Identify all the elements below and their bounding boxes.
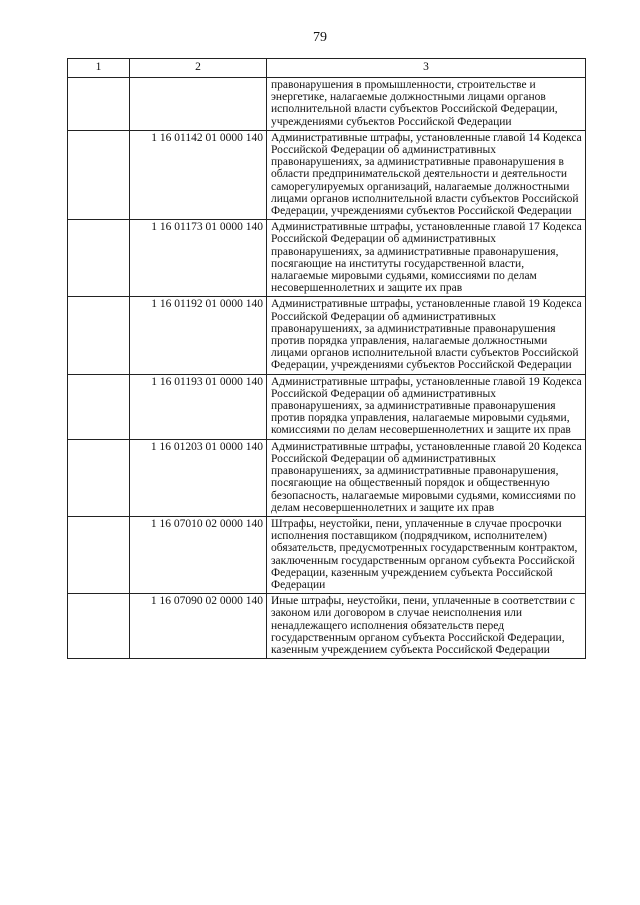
row-index-cell (68, 297, 130, 374)
budget-code-cell: 1 16 01142 01 0000 140 (130, 130, 267, 219)
table-row (68, 374, 586, 439)
table-row (68, 594, 586, 659)
description-cell: Административные штрафы, установленные главой 14 Кодекса Российской Федерации об административных правонарушениях, за административные правонарушения в области предпринимательской деятельности и деятельности саморегулируемых организаций, налагаемые должностными лицами органов исполнительной власти субъектов Российской Федерации, учреждениями субъектов Российской Федерации (267, 130, 586, 219)
table-row (68, 297, 586, 374)
budget-code-cell (130, 78, 267, 131)
description-cell: Административные штрафы, установленные главой 17 Кодекса Российской Федерации об административных правонарушениях, за административные правонарушения, посягающие на институты государственной власти, налагаемые мировыми судьями, комиссиями по делам несовершеннолетних и защите их прав (267, 220, 586, 297)
description-cell: Административные штрафы, установленные главой 19 Кодекса Российской Федерации об административных правонарушениях, за административные правонарушения против порядка управления, налагаемые мировыми судьями, комиссиями по делам несовершеннолетних и защите их прав (267, 374, 586, 439)
budget-code-cell: 1 16 01193 01 0000 140 (130, 374, 267, 439)
row-index-cell (68, 516, 130, 593)
row-index-cell (68, 594, 130, 659)
description-cell: Иные штрафы, неустойки, пени, уплаченные в соответствии с законом или договором в случае неисполнения или ненадлежащего исполнения обязательств перед государственным органом субъекта Российской Федерации, казенным учреждением субъекта Российской Федерации (267, 594, 586, 659)
budget-code-cell: 1 16 01203 01 0000 140 (130, 439, 267, 516)
row-index-cell (68, 439, 130, 516)
budget-code-cell: 1 16 07010 02 0000 140 (130, 516, 267, 593)
description-cell: правонарушения в промышленности, строительстве и энергетике, налагаемые должностными лицами органов исполнительной власти субъектов Российской Федерации, учреждениями субъектов Российской Федерации (267, 78, 586, 131)
table-row (68, 516, 586, 593)
budget-code-cell: 1 16 01173 01 0000 140 (130, 220, 267, 297)
description-cell: Административные штрафы, установленные главой 19 Кодекса Российской Федерации об административных правонарушениях, за административные правонарушения против порядка управления, налагаемые должностными лицами органов исполнительной власти субъектов Российской Федерации, учреждениями субъектов Российской Федерации (267, 297, 586, 374)
row-index-cell (68, 130, 130, 219)
column-header-3: 3 (267, 59, 586, 78)
row-index-cell (68, 78, 130, 131)
table-row (68, 130, 586, 219)
column-header-2: 2 (130, 59, 267, 78)
budget-code-cell: 1 16 01192 01 0000 140 (130, 297, 267, 374)
budget-codes-table (67, 58, 586, 659)
description-cell: Штрафы, неустойки, пени, уплаченные в случае просрочки исполнения поставщиком (подрядчиком, исполнителем) обязательств, предусмотренных государственным контрактом, заключенным государственным органом субъекта Российской Федерации, казенным учреждением субъекта Российской Федерации (267, 516, 586, 593)
row-index-cell (68, 374, 130, 439)
column-header-1: 1 (68, 59, 130, 78)
table-row (68, 439, 586, 516)
table-header-row (68, 59, 586, 78)
budget-code-cell: 1 16 07090 02 0000 140 (130, 594, 267, 659)
page-number: 79 (313, 30, 327, 45)
table-row (68, 78, 586, 131)
table-row (68, 220, 586, 297)
description-cell: Административные штрафы, установленные главой 20 Кодекса Российской Федерации об административных правонарушениях, за административные правонарушения, посягающие на общественный порядок и общественную безопасность, налагаемые мировыми судьями, комиссиями по делам несовершеннолетних и защите их прав (267, 439, 586, 516)
row-index-cell (68, 220, 130, 297)
